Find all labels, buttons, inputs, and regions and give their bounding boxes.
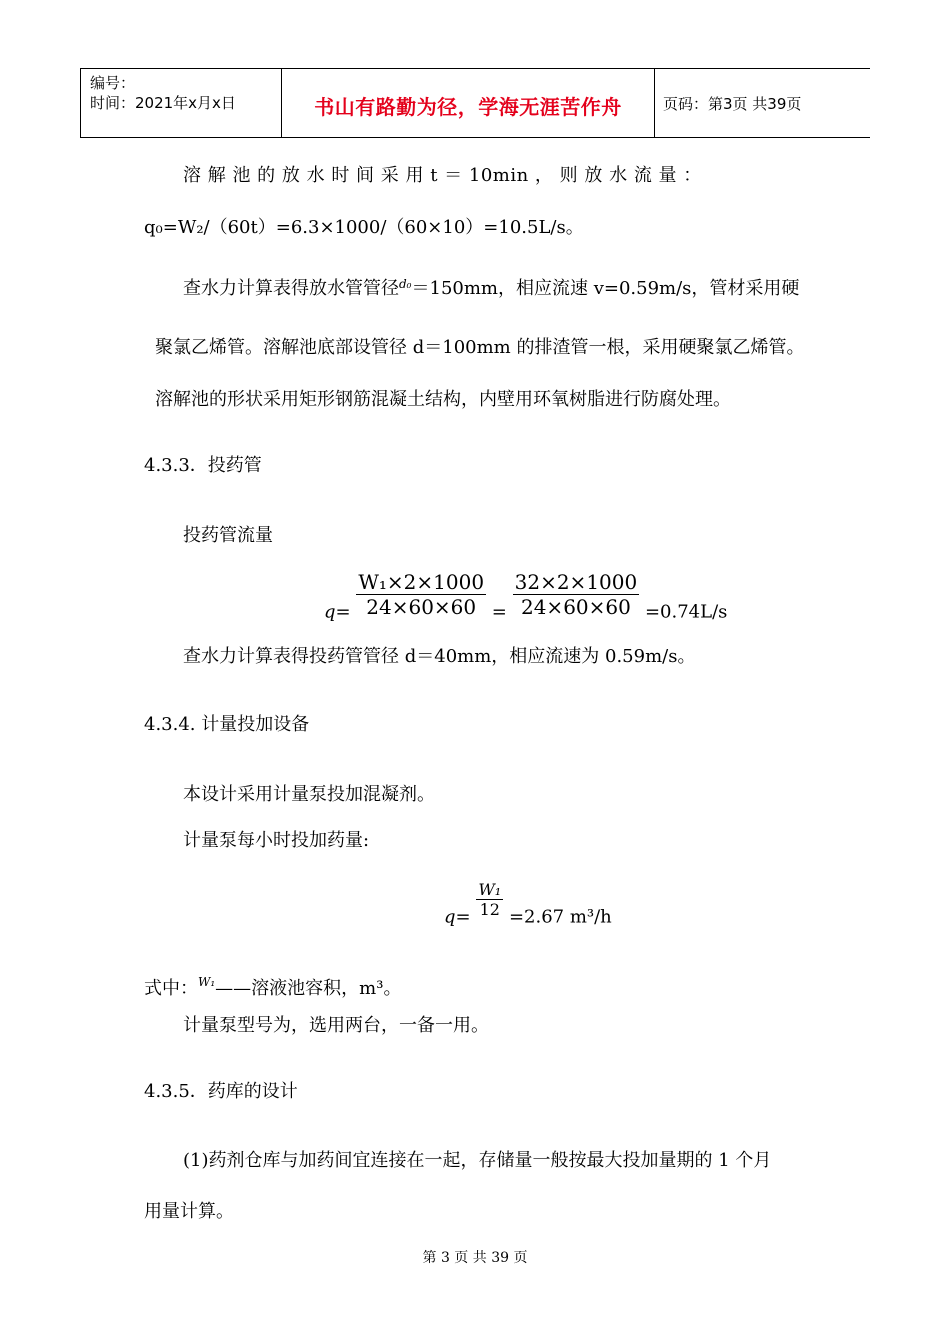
denominator: 24×60×60 <box>520 595 631 619</box>
numerator: 32×2×1000 <box>514 570 638 594</box>
paragraph-hourly-dose: 计量泵每小时投加药量: <box>183 830 370 851</box>
denominator: 12 <box>479 900 500 919</box>
page-header <box>80 68 870 138</box>
formula-drain-flow: q₀=W₂/（60t）=6.3×1000/（60×10）=10.5L/s。 <box>144 217 584 238</box>
equation-hourly-dose <box>444 880 612 928</box>
fraction <box>356 570 486 619</box>
paragraph-storage-line2: 用量计算。 <box>144 1201 234 1222</box>
symbol-d0: d₀ <box>399 277 412 291</box>
section-heading-4-3-5: 4.3.5．药库的设计 <box>144 1081 298 1102</box>
section-heading-4-3-3: 4.3.3．投药管 <box>144 455 262 476</box>
paragraph-sludge-pipe: 聚氯乙烯管。溶解池底部设管径 d＝100mm 的排渣管一根，采用硬聚氯乙烯管。 <box>155 337 805 358</box>
section-heading-4-3-4: 4.3.4. 计量投加设备 <box>144 714 310 735</box>
paragraph-text: 式中： <box>144 978 198 999</box>
fraction <box>513 570 640 619</box>
header-time: 时间：2021年x月x日 <box>90 94 236 112</box>
equals-sign: = <box>491 601 507 623</box>
header-divider <box>80 69 81 137</box>
numerator: W₁ <box>478 880 502 899</box>
paragraph-drain-pipe <box>183 274 799 300</box>
equation-dosing-flow <box>324 570 727 623</box>
symbol-w1: W₁ <box>198 975 216 989</box>
paragraph-text: ＝150mm，相应流速 v=0.59m/s，管材采用硬 <box>411 278 800 299</box>
paragraph-drain-time: 溶 解 池 的 放 水 时 间 采 用 t ＝ 10min ， 则 放 水 流 量 ： <box>183 165 702 186</box>
header-page-number: 页码：第3页 共39页 <box>663 95 802 113</box>
header-divider <box>654 69 655 137</box>
paragraph-text: ——溶液池容积，m³。 <box>215 978 402 999</box>
header-motto: 书山有路勤为径，学海无涯苦作舟 <box>314 95 622 119</box>
page-footer: 第 3 页 共 39 页 <box>422 1250 528 1266</box>
paragraph-text: 查水力计算表得放水管管径 <box>183 278 399 299</box>
equation-result: =0.74L/s <box>644 601 728 623</box>
paragraph-metering-pump: 本设计采用计量泵投加混凝剂。 <box>183 784 435 805</box>
equation-lhs: q= <box>324 601 351 623</box>
equation-result: =2.67 m³/h <box>508 906 612 928</box>
denominator: 24×60×60 <box>366 595 477 619</box>
paragraph-storage-line1: (1)药剂仓库与加药间宜连接在一起，存储量一般按最大投加量期的 1 个月 <box>183 1150 772 1171</box>
paragraph-symbol-definition <box>144 974 401 1000</box>
equation-lhs: q= <box>444 906 471 928</box>
fraction <box>476 880 503 919</box>
paragraph-dosing-flow: 投药管流量 <box>183 525 273 546</box>
paragraph-dosing-pipe: 查水力计算表得投药管管径 d＝40mm，相应流速为 0.59m/s。 <box>183 646 696 667</box>
header-meta <box>90 73 236 113</box>
paragraph-pump-model: 计量泵型号为，选用两台，一备一用。 <box>183 1015 489 1036</box>
paragraph-tank-structure: 溶解池的形状采用矩形钢筋混凝土结构，内壁用环氧树脂进行防腐处理。 <box>155 389 731 410</box>
numerator: W₁×2×1000 <box>358 570 485 594</box>
header-number-label: 编号： <box>90 74 136 92</box>
